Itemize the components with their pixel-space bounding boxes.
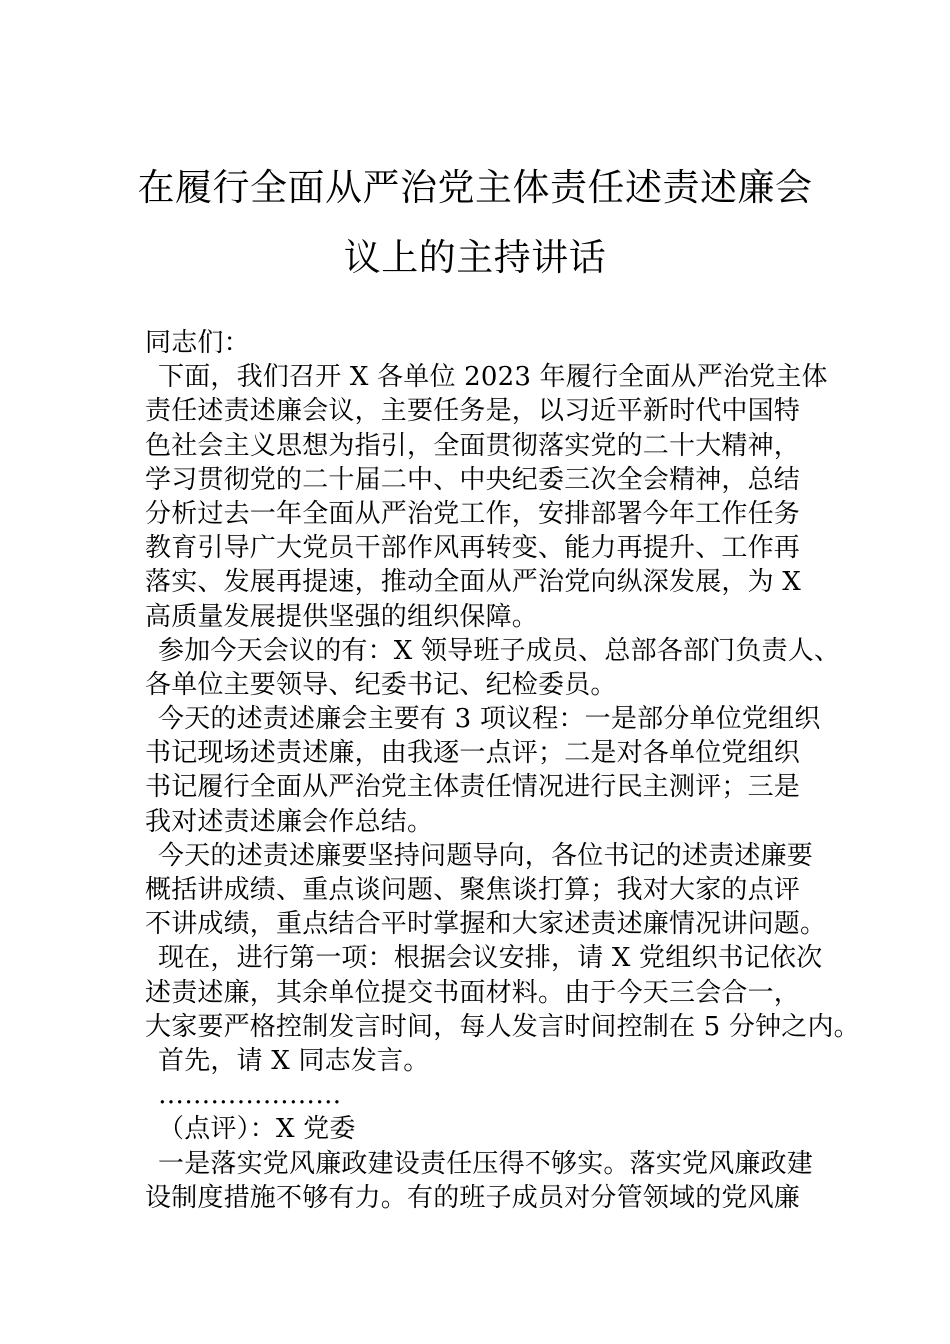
body-line: 概括讲成绩、重点谈问题、聚焦谈打算；我对大家的点评	[145, 875, 801, 905]
document-title-line-2: 议上的主持讲话	[343, 236, 607, 279]
body-line: 分析过去一年全面从严治党工作，安排部署今年工作任务	[145, 498, 801, 529]
body-line: 学习贯彻党的二十届二中、中央纪委三次全会精神，总结	[145, 464, 801, 495]
body-line: （点评）：X 党委	[158, 1114, 356, 1145]
body-line: 一是落实党风廉政建设责任压得不够实。落实党风廉政建	[158, 1148, 814, 1179]
document-title-line-1: 在履行全面从严治党主体责任述责述廉会	[137, 166, 813, 209]
body-line: 书记现场述责述廉，由我逐一点评；二是对各单位党组织	[145, 738, 801, 769]
body-line: 教育引导广大党员干部作风再转变、能力再提升、工作再	[145, 533, 801, 564]
body-line: 同志们：	[145, 328, 250, 358]
body-line: 责任述责述廉会议，主要任务是，以习近平新时代中国特	[145, 396, 801, 427]
body-line: 大家要严格控制发言时间，每人发言时间控制在 5 分钟之内。	[145, 1011, 860, 1042]
body-line: 述责述廉，其余单位提交书面材料。由于今天三会合一，	[145, 977, 801, 1008]
body-line: 首先，请 X 同志发言。	[158, 1045, 430, 1076]
body-line: 下面，我们召开 X 各单位 2023 年履行全面从严治党主体	[158, 362, 828, 393]
body-line: 书记履行全面从严治党主体责任情况进行民主测评；三是	[145, 772, 801, 803]
body-line: 落实、发展再提速，推动全面从严治党向纵深发展，为 X	[145, 567, 801, 598]
body-line: 今天的述责述廉会主要有 3 项议程：一是部分单位党组织	[158, 704, 821, 735]
body-line: 现在，进行第一项：根据会议安排，请 X 党组织书记依次	[158, 943, 823, 974]
body-line: 不讲成绩，重点结合平时掌握和大家述责述廉情况讲问题。	[145, 909, 827, 940]
body-line: 高质量发展提供坚强的组织保障。	[145, 601, 539, 632]
body-line: 设制度措施不够有力。有的班子成员对分管领域的党风廉	[145, 1182, 801, 1213]
body-line: 我对述责述廉会作总结。	[145, 806, 434, 837]
document-body	[145, 326, 860, 1215]
body-line: …………………	[158, 1080, 342, 1111]
body-line: 今天的述责述廉要坚持问题导向，各位书记的述责述廉要	[158, 840, 814, 871]
body-line: 各单位主要领导、纪委书记、纪检委员。	[145, 669, 617, 700]
body-line: 参加今天会议的有：X 领导班子成员、总部各部门负责人、	[158, 635, 841, 666]
body-line: 色社会主义思想为指引，全面贯彻落实党的二十大精神，	[145, 430, 801, 461]
